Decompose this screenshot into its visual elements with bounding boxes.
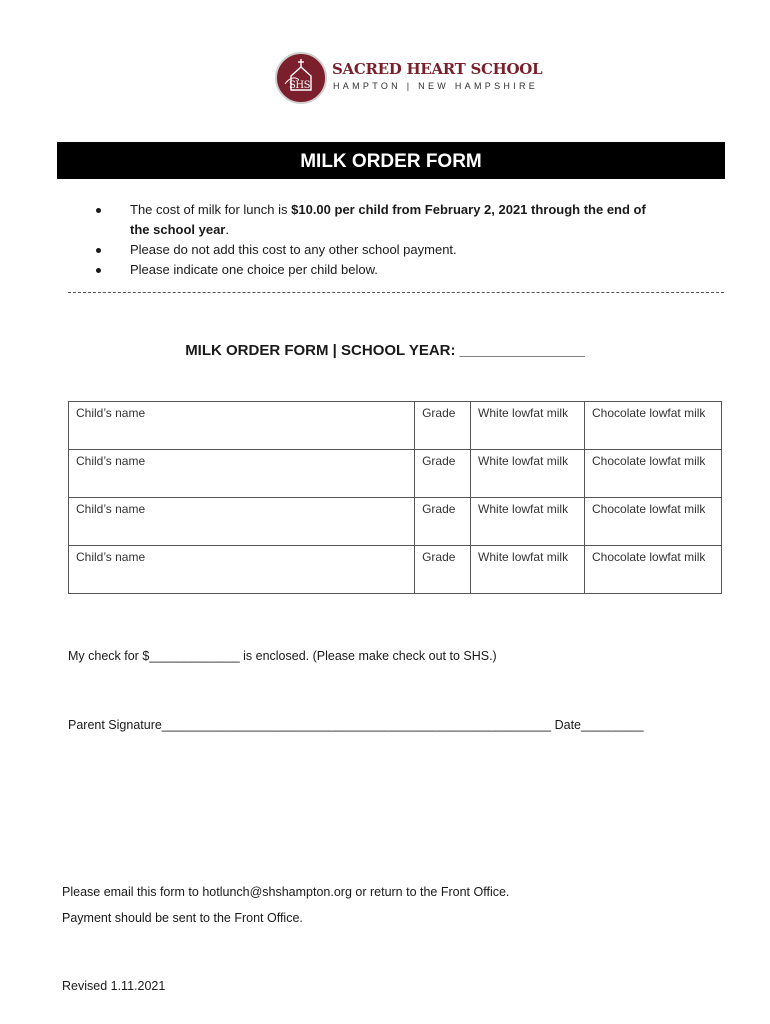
instruction-text: The cost of milk for lunch is (130, 202, 292, 217)
order-form-subtitle: MILK ORDER FORM | SCHOOL YEAR: _______________ (185, 342, 585, 359)
bullet-icon (96, 208, 101, 213)
check-amount-line[interactable]: My check for $_____________ is enclosed. (Please make check out to SHS.) (68, 649, 497, 663)
instruction-text: Please do not add this cost to any other school payment. (130, 242, 457, 257)
bullet-icon (96, 268, 101, 273)
school-name: SACRED HEART SCHOOL (332, 60, 543, 78)
instruction-text: Please indicate one choice per child below. (130, 262, 378, 277)
instruction-bold-text: the school year (130, 222, 226, 237)
revision-date: Revised 1.11.2021 (62, 979, 166, 993)
instruction-text: . (225, 222, 229, 237)
logo-initials: SHS (289, 80, 310, 91)
school-location: HAMPTON | NEW HAMPSHIRE (333, 81, 539, 91)
chocolate-milk-choice[interactable]: Chocolate lowfat milk (585, 546, 722, 594)
email-instruction: Please email this form to hotlunch@shshampton.org or return to the Front Office. (62, 885, 510, 899)
order-table (68, 401, 722, 594)
white-milk-choice[interactable]: White lowfat milk (471, 402, 585, 450)
grade-field[interactable]: Grade (415, 498, 471, 546)
instruction-item (93, 200, 693, 240)
white-milk-choice[interactable]: White lowfat milk (471, 546, 585, 594)
instruction-item (93, 260, 693, 280)
grade-field[interactable]: Grade (415, 450, 471, 498)
child-name-field[interactable]: Child’s name (69, 546, 415, 594)
school-crest-icon (275, 52, 327, 104)
table-row (69, 450, 722, 498)
instruction-item (93, 240, 693, 260)
payment-instruction: Payment should be sent to the Front Office. (62, 911, 303, 925)
parent-signature-line[interactable]: Parent Signature________________________________________________________ Date_________ (68, 718, 644, 732)
form-title: MILK ORDER FORM (57, 142, 725, 179)
school-logo (275, 52, 543, 108)
chocolate-milk-choice[interactable]: Chocolate lowfat milk (585, 402, 722, 450)
table-row (69, 402, 722, 450)
child-name-field[interactable]: Child’s name (69, 402, 415, 450)
bullet-icon (96, 248, 101, 253)
table-row (69, 546, 722, 594)
table-row (69, 498, 722, 546)
chocolate-milk-choice[interactable]: Chocolate lowfat milk (585, 498, 722, 546)
instruction-bold-text: $10.00 per child from February 2, 2021 through the end of (291, 202, 646, 217)
child-name-field[interactable]: Child’s name (69, 498, 415, 546)
instructions-list (93, 200, 693, 280)
chocolate-milk-choice[interactable]: Chocolate lowfat milk (585, 450, 722, 498)
white-milk-choice[interactable]: White lowfat milk (471, 450, 585, 498)
white-milk-choice[interactable]: White lowfat milk (471, 498, 585, 546)
grade-field[interactable]: Grade (415, 402, 471, 450)
cut-line-divider (68, 292, 724, 293)
grade-field[interactable]: Grade (415, 546, 471, 594)
child-name-field[interactable]: Child’s name (69, 450, 415, 498)
